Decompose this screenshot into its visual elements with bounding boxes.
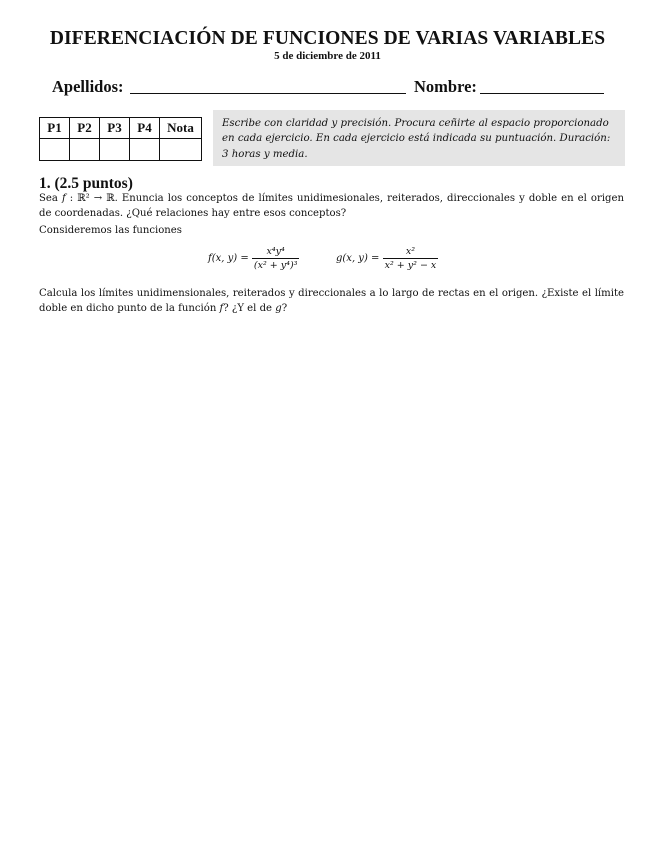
function-f-denominator: (x² + y⁴)³ [253,260,298,271]
grades-col-p2: P2 [70,118,100,139]
function-f-fraction [252,246,300,271]
grades-table [39,117,202,161]
function-f-lhs: f(x, y) = [208,253,252,264]
surname-field[interactable] [130,93,406,94]
instructions-line-2: en cada ejercicio. En cada ejercicio está indicada su puntuación. Duración: [222,133,611,145]
task-text-a: Calcula los límites unidimensionales, reiterados y direccionales a lo largo de rectas en el origen. ¿Existe el límite doble en dicho punto de la función [39,288,624,314]
function-g [336,246,438,271]
task-func-g: g [275,302,282,314]
score-cell-p3[interactable] [100,139,130,161]
grades-col-p3: P3 [100,118,130,139]
question-1-consider: Consideremos las funciones [39,225,182,236]
question-1-title: 1. (2.5 puntos) [39,175,133,192]
instructions-line-1: Escribe con claridad y precisión. Procura ceñirte al espacio proporcionado [222,118,609,129]
task-text-b: ? ¿Y el de [223,302,276,314]
score-cell-nota[interactable] [160,139,202,161]
grades-score-row [40,139,202,161]
task-text-c: ? [281,302,288,314]
function-f [208,246,299,271]
statement-text-b: : ℝ² → ℝ. Enuncia los conceptos de límites unidimesionales, reiterados, direccionales y doble en el origen de coordenadas. ¿Qué relaciones hay entre esos conceptos? [39,193,624,219]
function-g-fraction [383,246,439,271]
function-f-numerator: x⁴y⁴ [266,246,285,257]
function-g-denominator: x² + y² − x [384,260,437,271]
grades-header-row [40,118,202,139]
grades-col-p1: P1 [40,118,70,139]
question-1-statement [39,192,624,221]
function-g-lhs: g(x, y) = [336,253,383,264]
score-cell-p4[interactable] [130,139,160,161]
score-cell-p1[interactable] [40,139,70,161]
statement-func-f: f [61,193,66,204]
name-field[interactable] [480,93,604,94]
student-info-row [52,77,612,99]
exam-title: DIFERENCIACIÓN DE FUNCIONES DE VARIAS VARIABLES [49,28,606,49]
instructions-line-3: 3 horas y media. [222,148,308,160]
exam-date: 5 de diciembre de 2011 [274,50,381,62]
instructions-box [213,110,625,166]
functions-formula [0,244,655,280]
question-1-task [39,287,624,316]
surname-label: Apellidos: [52,77,124,96]
grades-col-nota: Nota [160,118,202,139]
name-label: Nombre: [414,77,477,96]
task-func-f: f [219,302,224,314]
statement-text-a: Sea [39,193,62,204]
function-g-numerator: x² [405,246,416,257]
score-cell-p2[interactable] [70,139,100,161]
grades-col-p4: P4 [130,118,160,139]
